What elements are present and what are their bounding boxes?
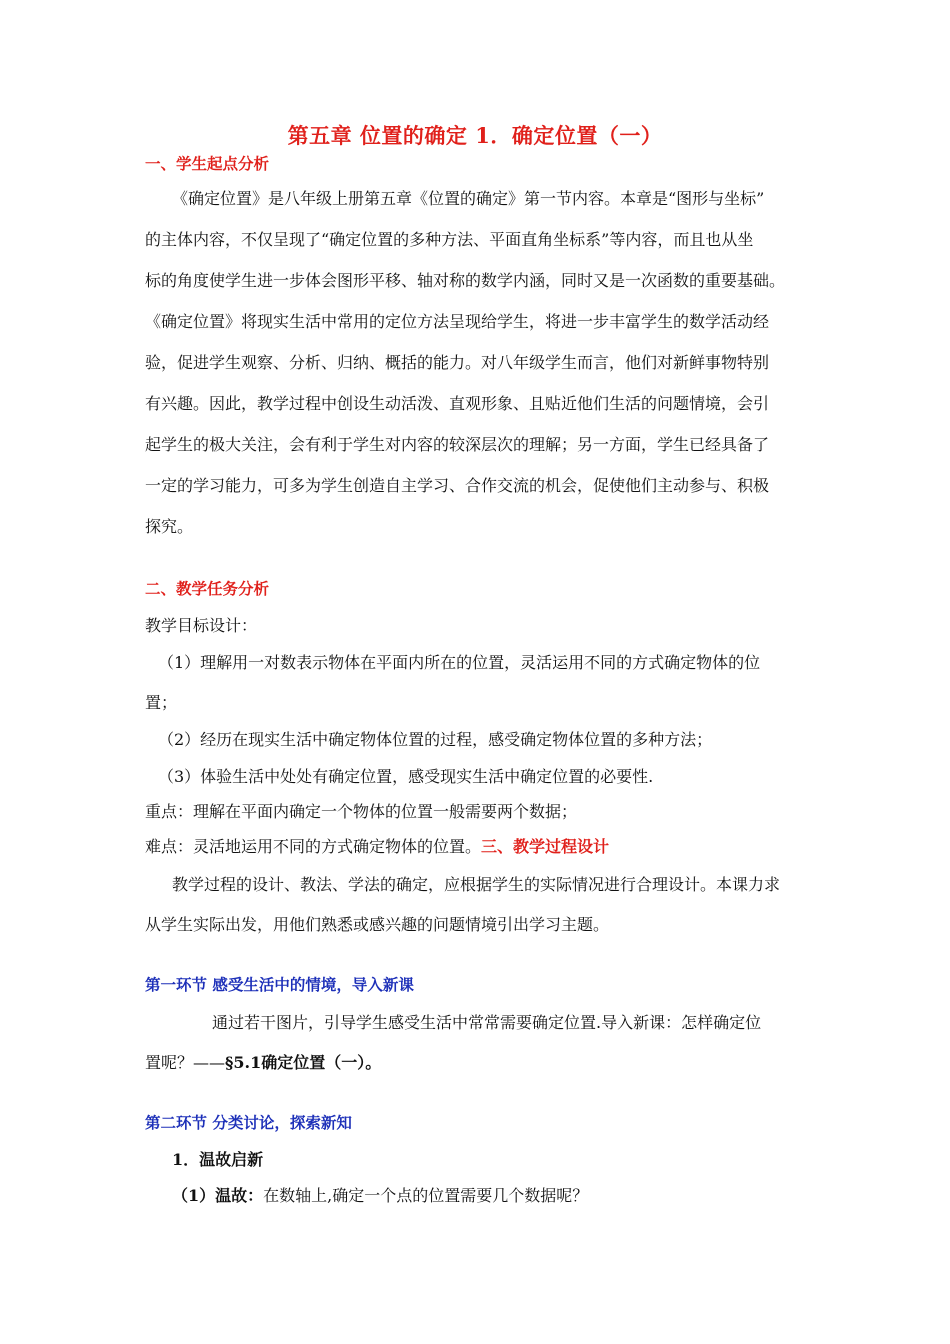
paragraph-line: 一定的学习能力，可多为学生创造自主学习、合作交流的机会，促使他们主动参与、积极 bbox=[145, 476, 770, 495]
goal-label: 教学目标设计： bbox=[145, 616, 258, 635]
paragraph-line bbox=[145, 1050, 381, 1073]
section-heading-process-design: 三、教学过程设计 bbox=[481, 837, 610, 856]
goal-item-1-cont: 置； bbox=[145, 693, 178, 712]
key-point: 重点：理解在平面内确定一个物体的位置一般需要两个数据； bbox=[145, 802, 578, 821]
paragraph-line: 从学生实际出发，用他们熟悉或感兴趣的问题情境引出学习主题。 bbox=[145, 915, 610, 934]
section-heading-student-analysis: 一、学生起点分析 bbox=[145, 154, 270, 173]
paragraph-line: 通过若干图片，引导学生感受生活中常常需要确定位置.导入新课：怎样确定位 bbox=[212, 1013, 762, 1032]
subsection-heading: 1．温故启新 bbox=[172, 1150, 264, 1169]
paragraph-line: 《确定位置》将现实生活中常用的定位方法呈现给学生，将进一步丰富学生的数学活动经 bbox=[145, 312, 770, 331]
paragraph-line: 有兴趣。因此，教学过程中创设生动活泼、直观形象、且贴近他们生活的问题情境，会引 bbox=[145, 394, 770, 413]
question-line bbox=[172, 1183, 588, 1206]
difficulty-line bbox=[145, 834, 609, 857]
step1-text: 置呢？—— bbox=[145, 1053, 226, 1072]
section-heading-task-analysis: 二、教学任务分析 bbox=[145, 579, 270, 598]
paragraph-line: 起学生的极大关注，会有利于学生对内容的较深层次的理解；另一方面，学生已经具备了 bbox=[145, 435, 770, 454]
step-heading-1: 第一环节 感受生活中的情境，导入新课 bbox=[145, 975, 414, 994]
goal-item-3: （3）体验生活中处处有确定位置，感受现实生活中确定位置的必要性. bbox=[158, 767, 654, 786]
goal-item-1: （1）理解用一对数表示物体在平面内所在的位置，灵活运用不同的方式确定物体的位 bbox=[158, 653, 761, 672]
paragraph-line: 标的角度使学生进一步体会图形平移、轴对称的数学内涵，同时又是一次函数的重要基础。 bbox=[145, 271, 786, 290]
section-reference: §5.1确定位置（一）。 bbox=[225, 1053, 382, 1072]
step-heading-2: 第二环节 分类讨论，探索新知 bbox=[145, 1113, 352, 1132]
paragraph-line: 《确定位置》是八年级上册第五章《位置的确定》第一节内容。本章是“图形与坐标” bbox=[172, 189, 765, 208]
paragraph-line: 的主体内容，不仅呈现了“确定位置的多种方法、平面直角坐标系”等内容，而且也从坐 bbox=[145, 230, 754, 249]
paragraph-line: 探究。 bbox=[145, 517, 194, 536]
paragraph-line: 教学过程的设计、教法、学法的确定，应根据学生的实际情况进行合理设计。本课力求 bbox=[172, 875, 781, 894]
question-text: 在数轴上,确定一个点的位置需要几个数据呢？ bbox=[263, 1186, 589, 1205]
goal-item-2: （2）经历在现实生活中确定物体位置的过程，感受确定物体位置的多种方法； bbox=[158, 730, 713, 749]
page-title: 第五章 位置的确定 1．确定位置（一） bbox=[287, 123, 663, 148]
question-label: （1）温故： bbox=[172, 1186, 264, 1205]
difficulty-text: 难点：灵活地运用不同的方式确定物体的位置。 bbox=[145, 837, 482, 856]
paragraph-line: 验，促进学生观察、分析、归纳、概括的能力。对八年级学生而言，他们对新鲜事物特别 bbox=[145, 353, 770, 372]
